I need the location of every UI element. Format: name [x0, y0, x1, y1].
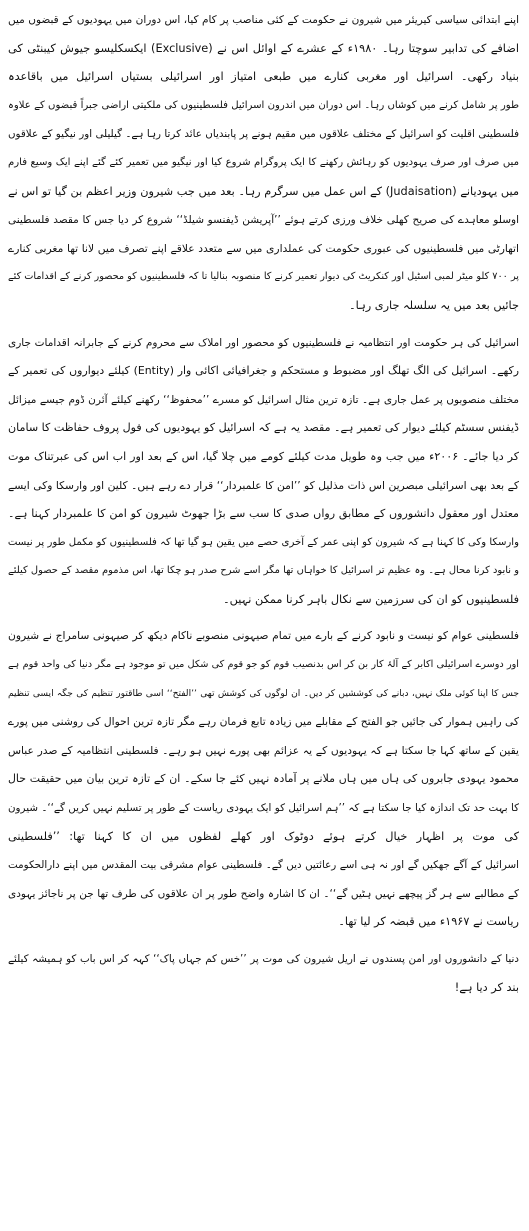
text-line: فلسطینیوں کو ان کی سرزمین سے نکال باہر کرنا ممکن نہیں۔ [223, 592, 519, 606]
text-line: اسرائیل کے آگے جھکیں گے اور نہ ہی اسے رعائتیں دیں گے۔ فلسطینی عوام مشرقی بیت المقدس میں اپنے دارالحکومت [8, 859, 519, 872]
text-line: بنیاد رکھی۔ اسرائیل اور مغربی کنارے میں طبعی امتیاز اور اسرائیلی بستیاں اسرائیل میں باقاعدہ [8, 70, 519, 84]
text-line: وارسکا وکی کا کہنا ہے کہ شیرون کو اپنی عمر کے آخری حصے میں یقین ہو گیا تھا کہ فلسطینیوں کو مکمل طور پر نیست [8, 536, 519, 548]
text-line: ڈیفنس سسٹم کیلئے دیوار کی تعمیر ہے۔ مقصد یہ ہے کہ اسرائیل کو یہودیوں کی فول پروف حفاظت کا سامان [8, 421, 519, 435]
text-line: کا بہت حد تک اندازہ کیا جا سکتا ہے کہ ’’ہم اسرائیل کو ایک یہودی ریاست کے طور پر تسلیم نہیں کریں گے‘‘۔ شیرون [8, 802, 519, 815]
text-line: فلسطینی اقلیت کو اسرائیل کے مختلف علاقوں میں مقیم ہونے پر پابندیاں عائد کرتا رہا ہے۔ گیلیلی اور نیگیو کے علاقوں [8, 128, 519, 141]
text-line: اوسلو معاہدے کی صریح کھلی خلاف ورزی کرتے ہوئے ’’آپریشن ڈیفنسو شیلڈ‘‘ شروع کر دیا جس کا مقصد فلسطینی [8, 214, 519, 227]
text-line: اتھارٹی میں فلسطینیوں کی عبوری حکومت کی عملداری میں سے متعدد علاقے اپنے تصرف میں لانا تھا مغربی کنارے [8, 241, 519, 255]
text-line: اضافے کی تدابیر سوچتا رہا۔ ۱۹۸۰ء کے عشرے کے اوائل اس نے (Exclusive) ایکسکلیسو جیوش کیبنٹی کی [8, 41, 519, 55]
text-line: اپنے ابتدائی سیاسی کیریئر میں شیرون نے حکومت کے کئی مناصب پر کام کیا، اس دوران میں یہودیوں کے قبضوں میں [8, 14, 519, 26]
text-line: اسرائیل کی ہر حکومت اور انتظامیہ نے فلسطینیوں کو محصور اور املاک سے محروم کرنے کے جابرانہ اقدامات جاری [8, 336, 519, 349]
article-paragraph-4 [8, 945, 519, 1002]
article-paragraph-2 [8, 329, 519, 615]
text-line: میں یہودیانے (Judaisation) کے اس عمل میں سرگرم رہا۔ بعد میں جب شیرون وزیر اعظم بن گیا تو اس نے [8, 184, 519, 198]
text-line: بند کر دیا ہے! [454, 980, 519, 994]
text-line: جائیں بعد میں یہ سلسلہ جاری رہا۔ [349, 298, 519, 312]
text-line: ریاست نے ۱۹۶۷ء میں قبضہ کر لیا تھا۔ [338, 915, 519, 929]
text-line: میں صرف اور صرف یہودیوں کو رہائش رکھنے کا ایک پروگرام شروع کیا اور نیگیو میں تعمیر کئے گئے اپنے ایک وسیع فارم [8, 156, 519, 168]
text-line: کر دیا جائے۔ ۲۰۰۶ء میں جب وہ طویل مدت کیلئے کومے میں چلا گیا، اس کے بعد اور اب اس کی عبرتناک موت [8, 449, 519, 463]
text-line: اور دوسرے اسرائیلی اکابر کے آلۂ کار بن کر اس بدنصیب قوم کو جو قوم کی شکل میں تو موجود ہے مگر دنیا کی واحد قوم ہے [8, 659, 519, 671]
text-line: طور پر شامل کرنے میں کوشاں رہا۔ اس دوران میں اندرون اسرائیل فلسطینیوں کی ملکیتی اراضی جبراً قبضوں کے علاوہ [8, 99, 519, 111]
text-line: کی موت پر اظہار خیال کرتے ہوئے دوٹوک اور کھلے لفظوں میں ان کا کہنا تھا: ’’فلسطینی [8, 829, 519, 843]
article-paragraph-3 [8, 622, 519, 937]
text-line: کی راہیں ہموار کی جائیں جو الفتح کے مقابلے میں زیادہ تابع فرمان رہے مگر تازہ ترین احوال کی روشنی میں پورے [8, 715, 519, 729]
text-line: کے بعد بھی اسرائیلی مبصرین اس ذات مذلیل کو ’’امن کا علمبردار‘‘ قرار دے رہے ہیں۔ کلین اور وارسکا وکی ایسے [8, 478, 519, 492]
text-line: یقین کے ساتھ کہا جا سکتا ہے کہ یہودیوں کے یہ عزائم بھی پورے نہیں ہو رہے۔ فلسطینی انتظامیہ کے صدر عباس [8, 743, 519, 757]
text-line: پر ۷۰۰ کلو میٹر لمبی اسٹیل اور کنکریٹ کی دیوار تعمیر کرنے کا منصوبہ بنالیا تا کہ فلسطینیوں کو محصور کرنے کے اقدامات کئے [8, 271, 519, 283]
text-line: مختلف منصوبوں پر عمل جاری ہے۔ تازہ ترین مثال اسرائیل کو مسرے ’’محفوظ‘‘ رکھنے کیلئے آئرن ڈوم جیسے میزائل [8, 393, 519, 406]
text-line: فلسطینی عوام کو نیست و نابود کرنے کے بارے میں تمام صیہونی منصوبے ناکام دیکھ کر صیہونی سامراج نے شیرون [8, 629, 519, 643]
text-line: کے مطالبے سے ہر گز پیچھے نہیں ہٹیں گے‘‘۔ ان کا اشارہ واضح طور پر ان علاقوں کی طرف تھا جن پر ناجائز یہودی [8, 887, 519, 900]
text-line: محمود یہودی جابروں کی ہاں میں ہاں ملانے پر آمادہ نہیں کئے جا سکے۔ ان کے تازہ ترین بیان میں حقیقت حال [8, 772, 519, 786]
text-line: و نابود کرنا محال ہے۔ وہ عظیم تر اسرائیل کا خواہاں تھا مگر اسے شرح صدر ہو چکا تھا، اس مذموم مقصد کے حصول کیلئے [8, 565, 519, 577]
text-line: معتدل اور معقول دانشوروں کے مطابق رواں صدی کا سب سے بڑا جھوٹ شیرون کو امن کا علمبردار کہنا ہے۔ [8, 507, 519, 521]
text-line: دنیا کے دانشوروں اور امن پسندوں نے اریل شیرون کی موت پر ’’خس کم جہاں پاک‘‘ کہہ کر اس باب کو ہمیشہ کیلئے [8, 953, 519, 965]
text-line: جس کا اپنا کوئی ملک نہیں، دبانے کی کوششیں کر دیں۔ ان لوگوں کی کوشش تھی ’’الفتح‘‘ اسی طاقتور تنظیم کی جگہ ایسی تنظیم [8, 688, 519, 699]
article-paragraph-1 [8, 6, 519, 321]
text-line: رکھے۔ اسرائیل کی الگ تھلگ اور مضبوط و مستحکم و جغرافیائی اکائی وار (Entity) کیلئے دیواروں کی تعمیر کے [8, 364, 519, 378]
